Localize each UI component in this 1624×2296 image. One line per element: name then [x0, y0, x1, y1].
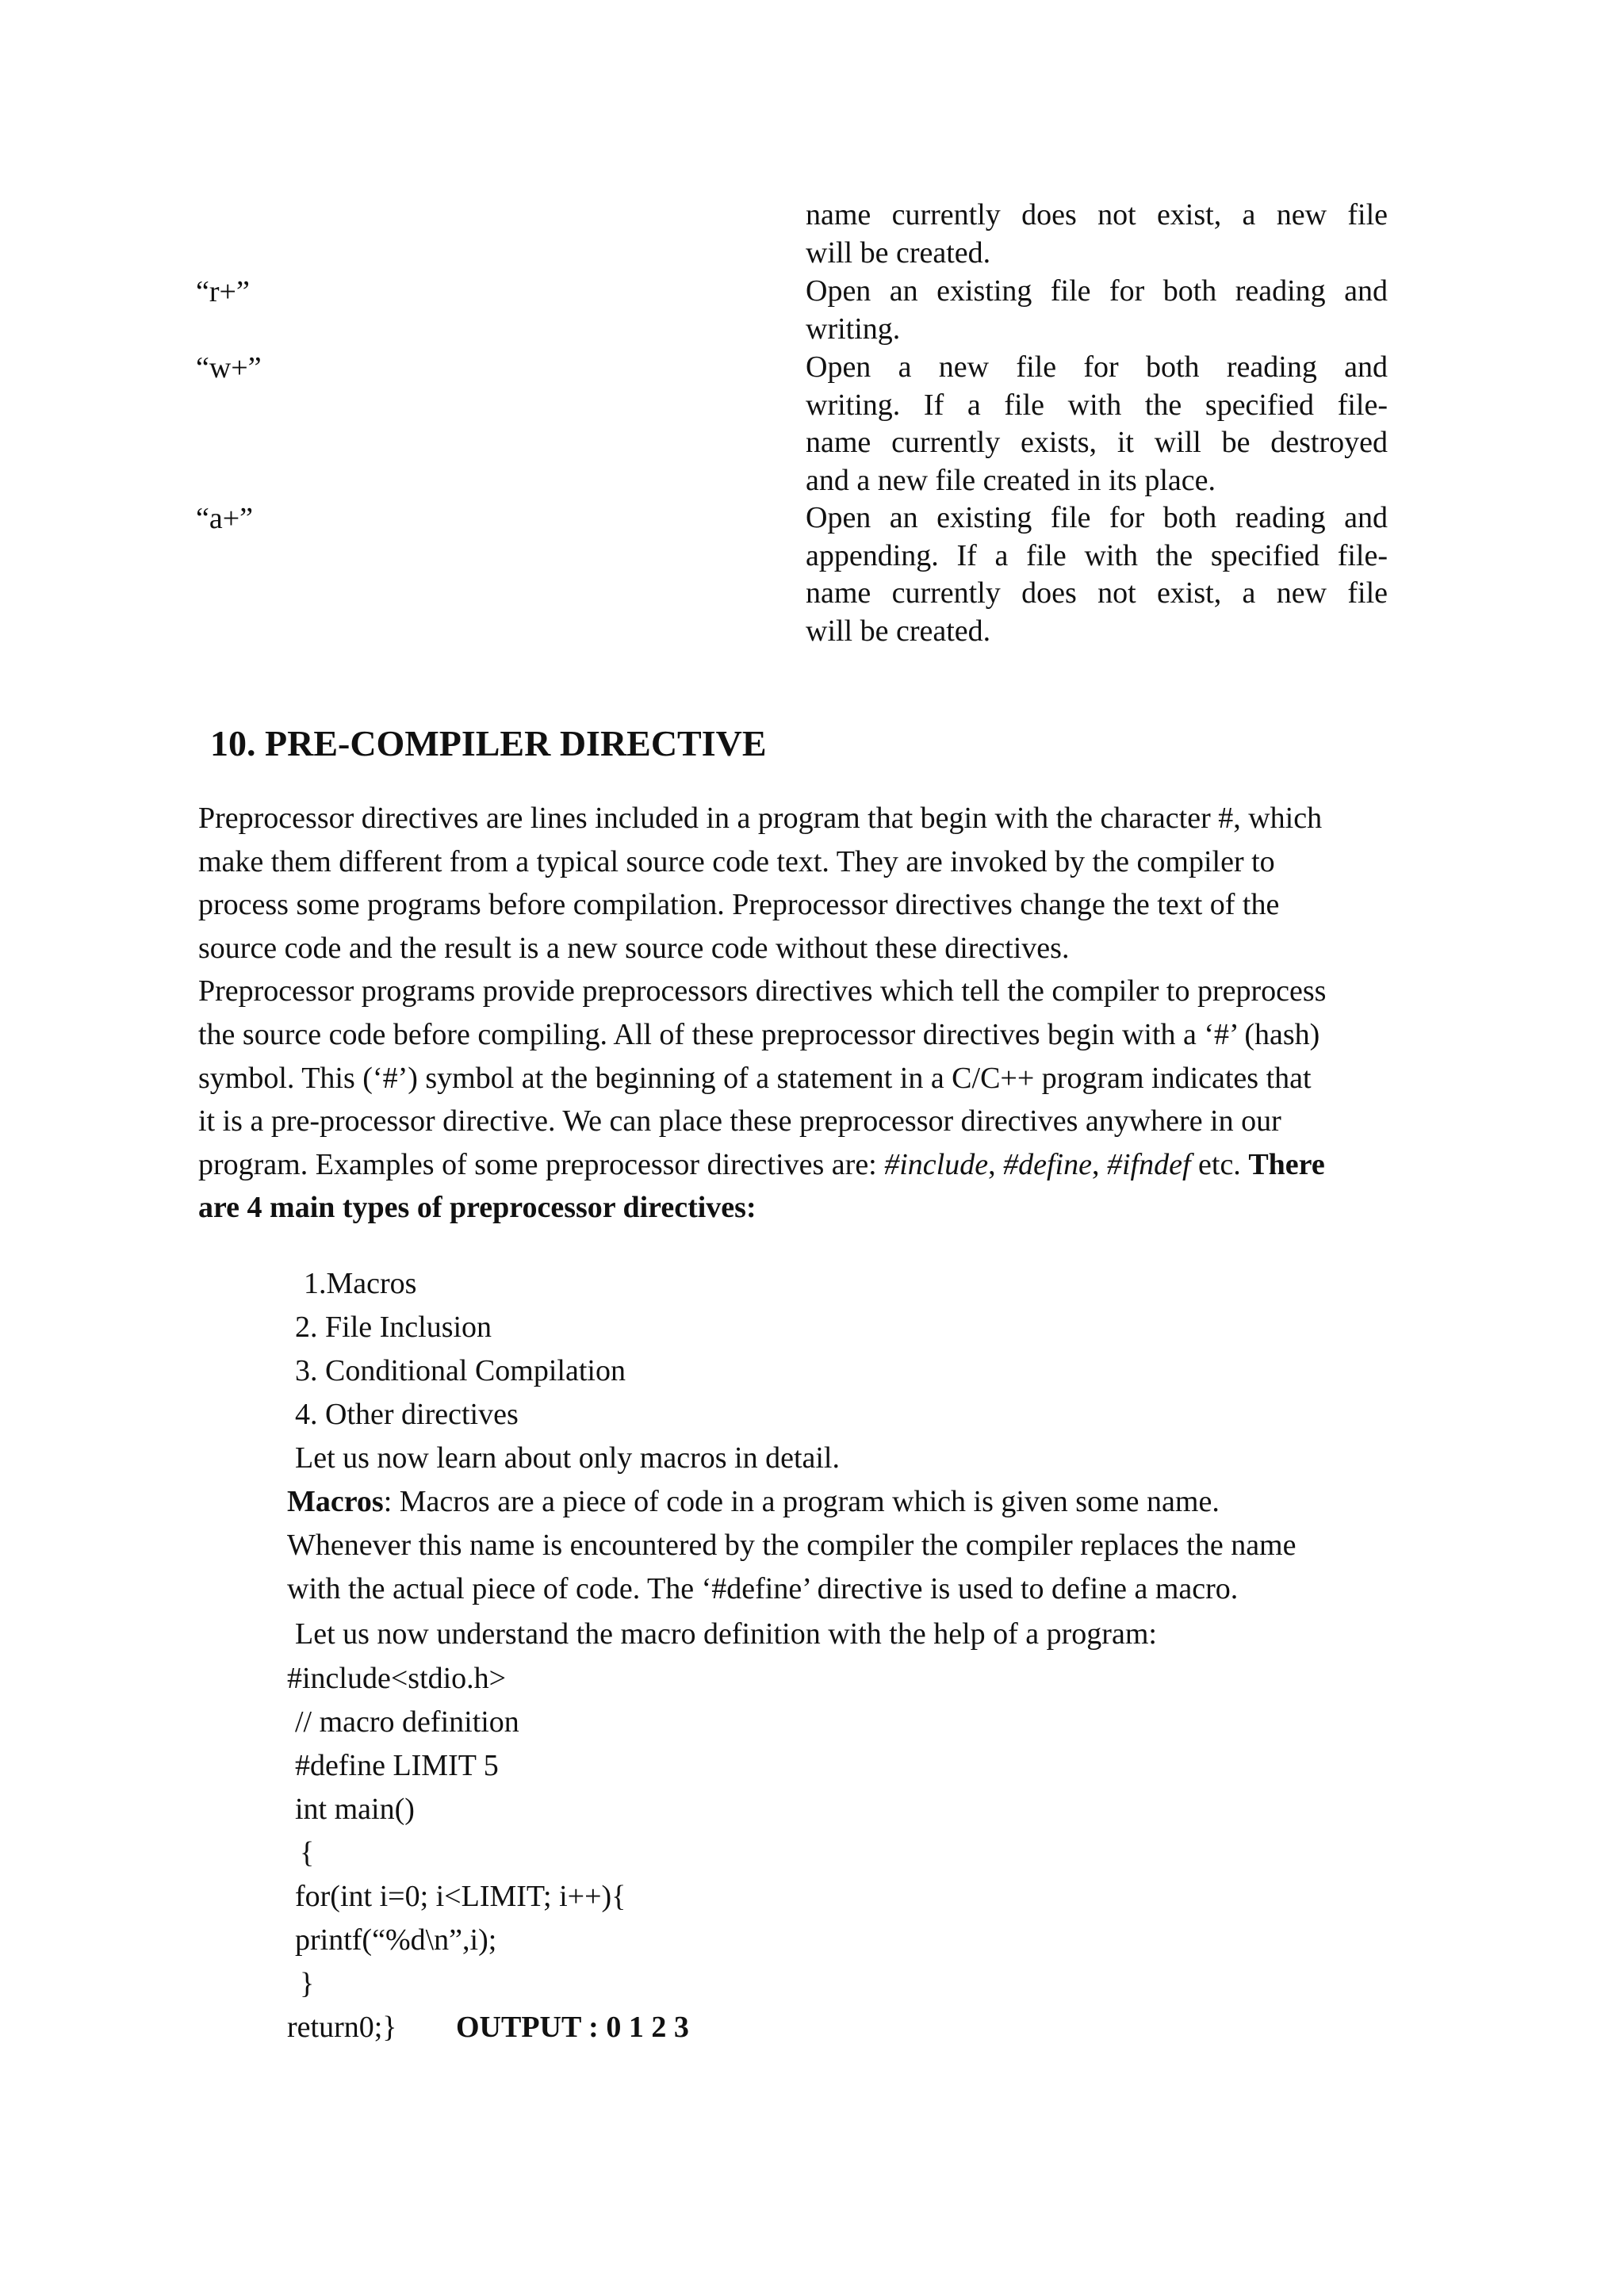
mode-key-w-plus: “w+” [196, 351, 262, 385]
bold-lead: There [1248, 1147, 1325, 1181]
macros-line: with the actual piece of code. The ‘#define’ directive is used to define a macro. [287, 1572, 1239, 1605]
example-include: #include [884, 1147, 989, 1181]
desc-line: writing. If a file with the specified file- [806, 388, 1388, 422]
paragraph-line: the source code before compiling. All of these preprocessor directives begin with a ‘#’ (hash) [198, 1017, 1320, 1051]
macros-definition-line [287, 1480, 1220, 1523]
paragraph-line: symbol. This (‘#’) symbol at the beginning of a statement in a C/C++ program indicates that [198, 1061, 1312, 1095]
code-main: int main() [295, 1793, 415, 1826]
paragraph-line: it is a pre-processor directive. We can place these preprocessor directives anywhere in our [198, 1104, 1281, 1138]
examples-line [198, 1143, 1429, 1187]
examples-separator: , [988, 1147, 1004, 1181]
code-include: #include<stdio.h> [287, 1662, 507, 1695]
macros-line: Whenever this name is encountered by the compiler the compiler replaces the name [287, 1529, 1297, 1562]
types-statement: are 4 main types of preprocessor directives: [198, 1191, 756, 1225]
examples-prefix: program. Examples of some preprocessor directives are: [198, 1147, 885, 1181]
examples-suffix: etc. [1190, 1147, 1249, 1181]
paragraph-line: source code and the result is a new source code without these directives. [198, 931, 1070, 965]
list-item-file-inclusion: 2. File Inclusion [295, 1311, 492, 1344]
code-return: return0;} [287, 2011, 397, 2044]
code-define: #define LIMIT 5 [295, 1749, 499, 1782]
macros-definition-text: : Macros are a piece of code in a program which is given some name. [383, 1485, 1220, 1518]
desc-line: Open an existing file for both reading and [806, 501, 1388, 534]
code-comment: // macro definition [295, 1705, 519, 1739]
desc-line: name currently does not exist, a new file [806, 198, 1388, 232]
mode-desc-continuation [806, 197, 1388, 272]
desc-line: and a new file created in its place. [806, 463, 1216, 497]
code-close-brace: } [300, 1967, 315, 2000]
paragraph-line: Preprocessor directives are lines included in a program that begin with the character #, which [198, 802, 1323, 835]
understand-line: Let us now understand the macro definition with the help of a program: [295, 1617, 1157, 1651]
mode-desc-w-plus [806, 349, 1388, 499]
preprocessor-paragraph [198, 797, 1429, 1230]
desc-line: name currently does not exist, a new file [806, 576, 1388, 610]
desc-line: will be created. [806, 235, 991, 270]
mode-desc-r-plus [806, 273, 1388, 348]
paragraph-line: process some programs before compilation. Preprocessor directives change the text of the [198, 888, 1280, 922]
list-item-other-directives: 4. Other directives [295, 1398, 519, 1431]
desc-line: Open an existing file for both reading and [806, 274, 1388, 308]
section-heading: 10. PRE-COMPILER DIRECTIVE [210, 723, 767, 763]
code-printf: printf(“%d\n”,i); [295, 1923, 497, 1957]
list-item-conditional-compilation: 3. Conditional Compilation [295, 1354, 626, 1387]
desc-line: name currently exists, it will be destroyed [806, 426, 1388, 459]
mode-key-r-plus: “r+” [196, 275, 250, 308]
code-for-loop: for(int i=0; i<LIMIT; i++){ [295, 1880, 626, 1913]
learn-line: Let us now learn about only macros in detail. [295, 1441, 840, 1475]
paragraph-line: Preprocessor programs provide preprocessors directives which tell the compiler to preprocess [198, 974, 1327, 1008]
list-item-macros: 1.Macros [304, 1267, 417, 1300]
mode-desc-a-plus [806, 499, 1388, 650]
macros-term: Macros [287, 1485, 384, 1518]
desc-line: appending. If a file with the specified file- [806, 538, 1388, 572]
example-ifndef: #ifndef [1106, 1147, 1191, 1181]
desc-line: Open a new file for both reading and [806, 350, 1388, 384]
paragraph-line: make them different from a typical source code text. They are invoked by the compiler to [198, 844, 1275, 878]
program-output: OUTPUT : 0 1 2 3 [456, 2011, 689, 2044]
code-open-brace: { [300, 1836, 315, 1869]
mode-key-a-plus: “a+” [196, 502, 254, 535]
examples-separator: , [1091, 1147, 1107, 1181]
desc-line: writing. [806, 312, 901, 346]
example-define: #define [1003, 1147, 1092, 1181]
desc-line: will be created. [806, 614, 991, 648]
